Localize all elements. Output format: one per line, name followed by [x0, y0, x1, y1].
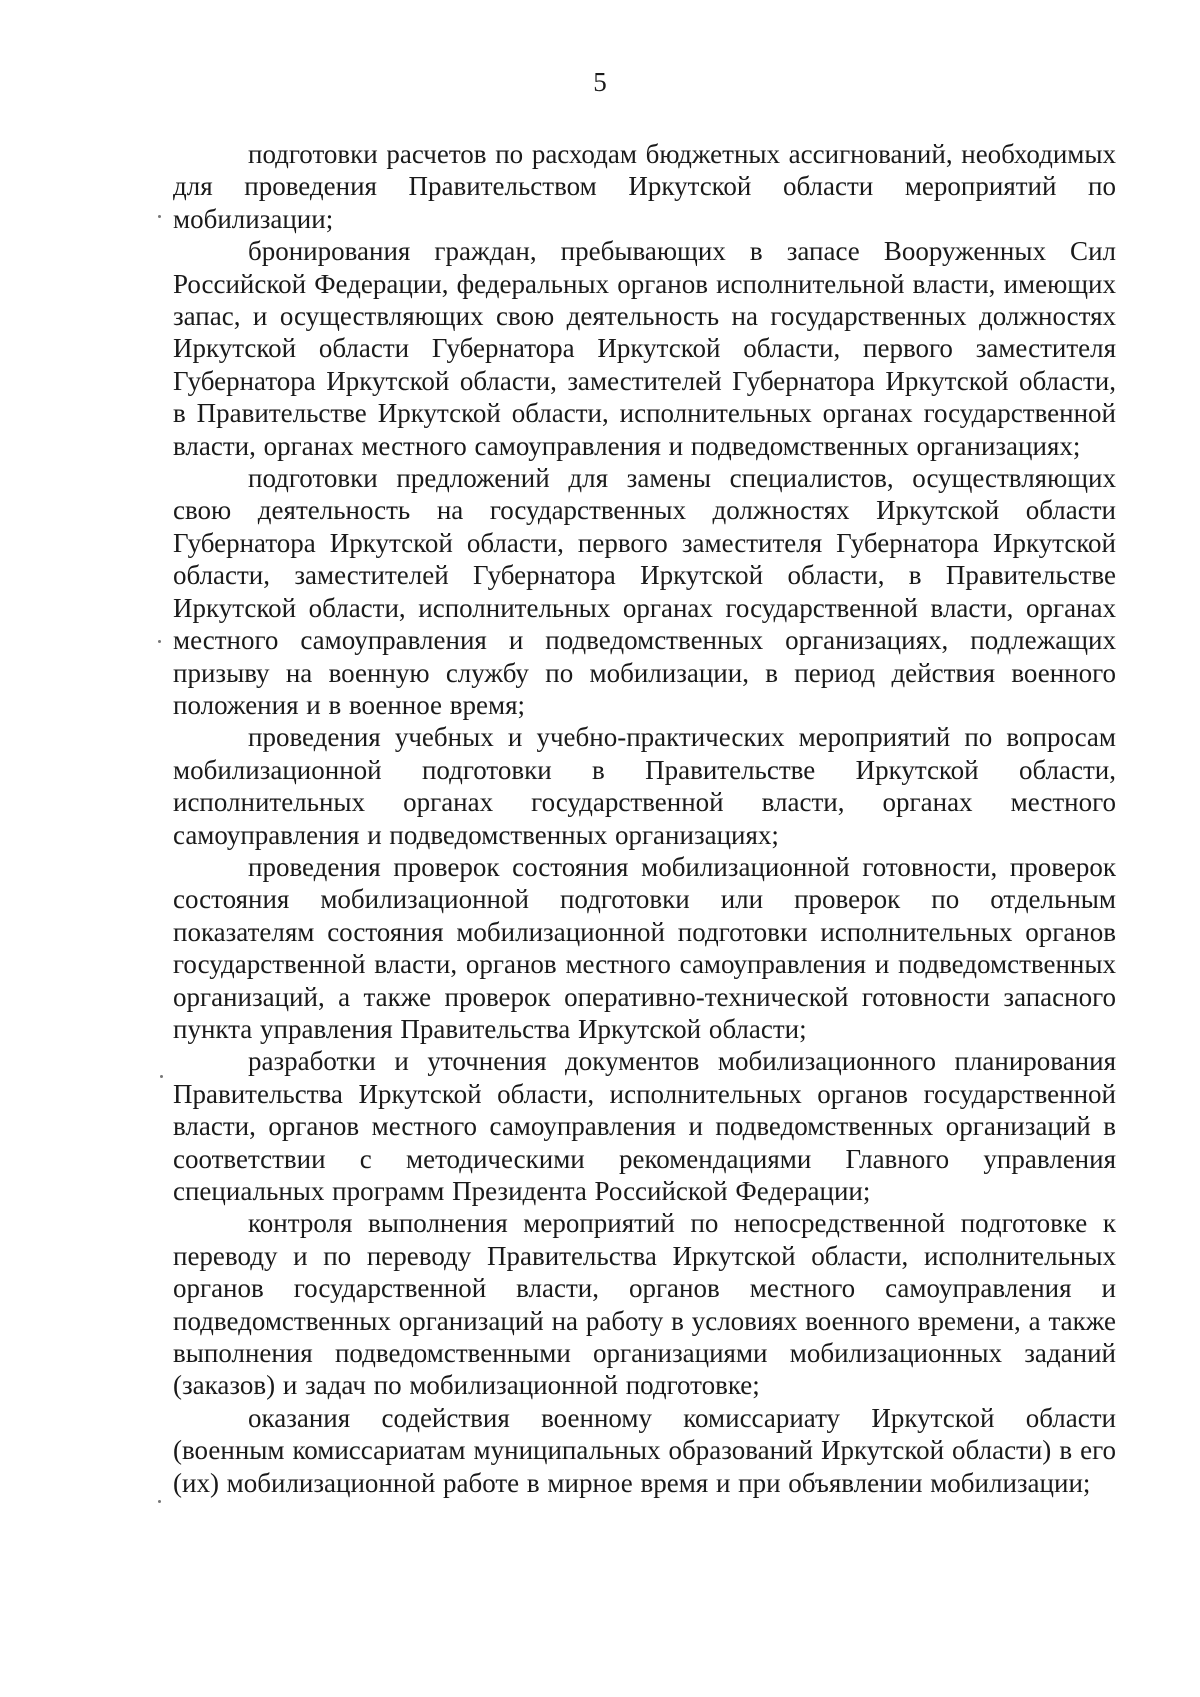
paragraph-transition-control: контроля выполнения мероприятий по непосредственной подготовке к переводу и по переводу Правительства Иркутской области, исполнительных органов государственной власти, органов местного самоуправления и подведомственных организаций на работу в условиях военного времени, а также выполнения подведомственными организациями мобилизационных заданий (заказов) и задач по мобилизационной подготовке; [173, 1208, 1116, 1401]
paragraph-reservation-of-citizens: бронирования граждан, пребывающих в запасе Вооруженных Сил Российской Федерации, федеральных органов исполнительной власти, имеющих запас, и осуществляющих свою деятельность на государственных должностях Иркутской области Губернатора Иркутской области, первого заместителя Губернатора Иркутской области, заместителей Губернатора Иркутской области, в Правительстве Иркутской области, исполнительных органах государственной власти, органах местного самоуправления и подведомственных организациях; [173, 236, 1116, 461]
scan-speck [158, 215, 161, 218]
paragraph-readiness-inspections: проведения проверок состояния мобилизационной готовности, проверок состояния мобилизационной подготовки или проверок по отдельным показателям состояния мобилизационной подготовки исполнительных органов государственной власти, органов местного самоуправления и подведомственных организаций, а также проверок оперативно-технической готовности запасного пункта управления Правительства Иркутской области; [173, 851, 1116, 1044]
document-body [173, 138, 1116, 1499]
page-number: 5 [593, 67, 607, 97]
scan-speck [158, 640, 161, 643]
paragraph-military-commissariat-assistance: оказания содействия военному комиссариату Иркутской области (военным комиссариатам муниципальных образований Иркутской области) в его (их) мобилизационной работе в мирное время и при объявлении мобилизации; [173, 1402, 1116, 1498]
scan-speck [160, 1075, 163, 1078]
scan-speck [158, 1500, 161, 1503]
paragraph-training-events: проведения учебных и учебно-практических мероприятий по вопросам мобилизационной подготовки в Правительстве Иркутской области, исполнительных органах государственной власти, органах местного самоуправления и подведомственных организациях; [173, 722, 1116, 850]
paragraph-budget-calculations: подготовки расчетов по расходам бюджетных ассигнований, необходимых для проведения Правительством Иркутской области мероприятий по мобилизации; [173, 139, 1116, 234]
paragraph-specialist-replacement: подготовки предложений для замены специалистов, осуществляющих свою деятельность на государственных должностях Иркутской области Губернатора Иркутской области, первого заместителя Губернатора Иркутской области, заместителей Губернатора Иркутской области, в Правительстве Иркутской области, исполнительных органах государственной власти, органах местного самоуправления и подведомственных организациях, подлежащих призыву на военную службу по мобилизации, в период действия военного положения и в военное время; [173, 463, 1116, 720]
paragraph-planning-documents: разработки и уточнения документов мобилизационного планирования Правительства Иркутской области, исполнительных органов государственной власти, органов местного самоуправления и подведомственных организаций в соответствии с методическими рекомендациями Главного управления специальных программ Президента Российской Федерации; [173, 1046, 1116, 1206]
